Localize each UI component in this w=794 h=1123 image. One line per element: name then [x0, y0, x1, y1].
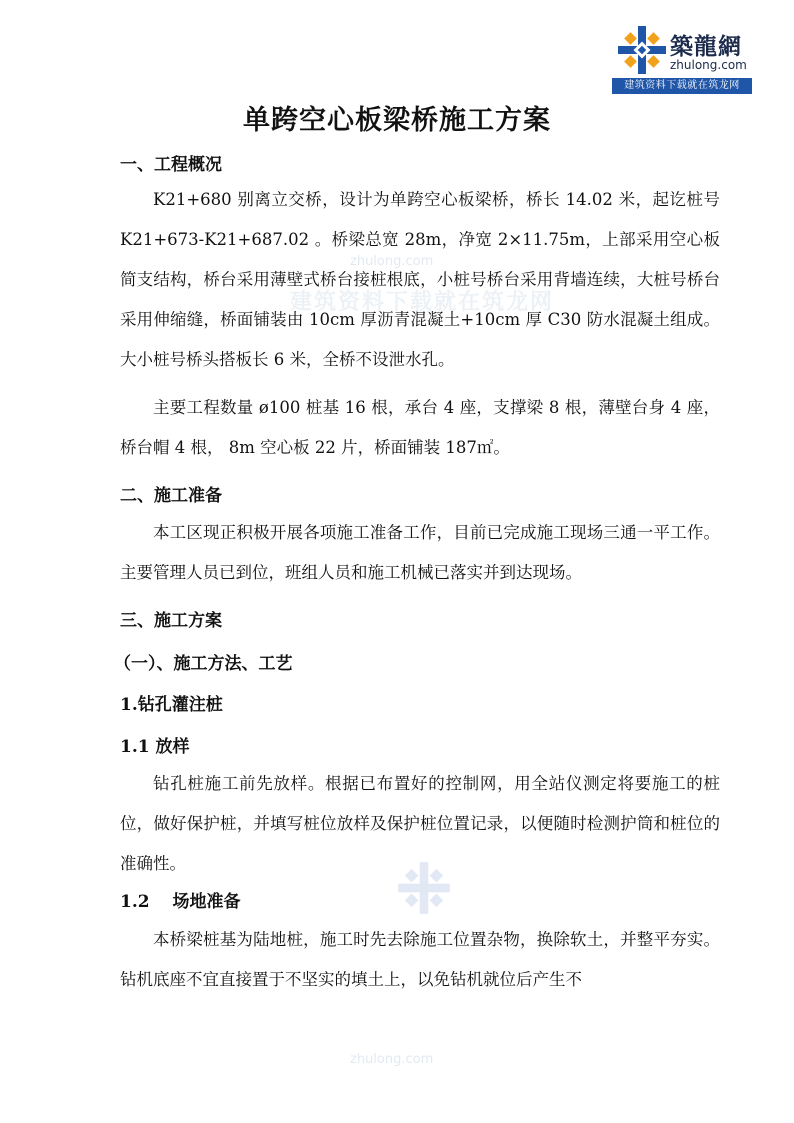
logo-name-cn: 築龍網: [670, 33, 742, 60]
snowflake-logo-icon: [616, 24, 668, 76]
section-2-heading: 二、施工准备: [120, 486, 222, 506]
watermark-site: zhulong.com: [350, 254, 434, 269]
subsection-1-heading: （一）、施工方法、工艺: [114, 654, 293, 674]
watermark-site: zhulong.com: [350, 1052, 434, 1067]
section-1-paragraph-1: K21+680 别离立交桥，设计为单跨空心板梁桥，桥长 14.02 米，起讫桩号 K21+673-K21+687.02 。桥梁总宽 28m，净宽 2×11.75m，上部采用空心板简支结构，桥台采用薄壁式桥台接桩根底，小桩号桥台采用背墙连续，大桩号桥台采用伸缩缝，桥面铺装由 10cm 厚沥青混凝土+10cm 厚 C30 防水混凝土组成。大小桩号桥头搭板长 6 米，全桥不设泄水孔。: [120, 190, 720, 369]
section-1-heading: 一、工程概况: [120, 155, 222, 175]
section-1-paragraph-2: 主要工程数量 ø100 桩基 16 根，承台 4 座，支撑梁 8 根，薄壁台身 4 座，桥台帽 4 根， 8m 空心板 22 片，桥面铺装 187㎡。: [120, 398, 720, 457]
item-1-1-heading: 1.1 放样: [120, 737, 190, 757]
section-3-heading: 三、施工方案: [120, 611, 222, 631]
logo-tagline: 建筑资料下载就在筑龙网: [612, 78, 752, 94]
item-1-2-paragraph: 本桥梁桩基为陆地桩，施工时先去除施工位置杂物，换除软土，并整平夯实。钻机底座不宜直接置于不坚实的填土上，以免钻机就位后产生不: [120, 930, 720, 989]
zhulong-logo: [612, 22, 752, 94]
item-1-1-paragraph: 钻孔桩施工前先放样。根据已布置好的控制网，用全站仪测定将要施工的桩位，做好保护桩，并填写桩位放样及保护桩位置记录，以便随时检测护筒和桩位的准确性。: [120, 774, 720, 873]
section-2-paragraph: 本工区现正积极开展各项施工准备工作，目前已完成施工现场三通一平工作。主要管理人员已到位，班组人员和施工机械已落实并到达现场。: [120, 523, 720, 582]
logo-name-en: zhulong.com: [670, 58, 747, 72]
item-1-2-heading: 1.2 场地准备: [120, 892, 241, 912]
watermark-slogan: 建筑资料下载就在筑龙网: [290, 290, 555, 315]
item-1-heading: 1.钻孔灌注桩: [120, 695, 223, 715]
doc-title: 单跨空心板梁桥施工方案: [243, 105, 551, 136]
